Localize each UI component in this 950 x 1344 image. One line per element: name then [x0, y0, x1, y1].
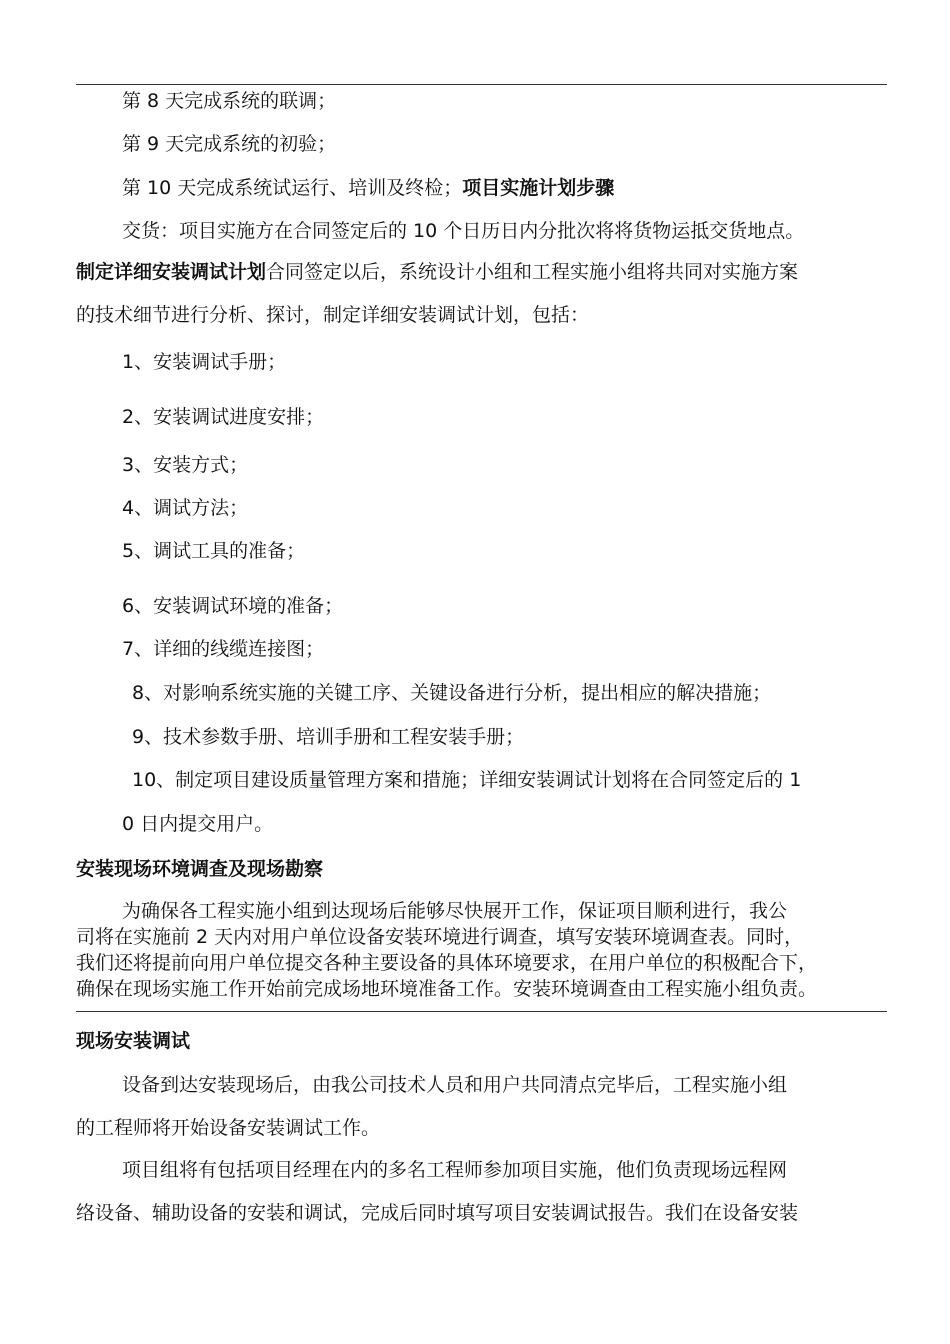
install-plan-intro: [76, 259, 798, 285]
plan-item-10: 10、制定项目建设质量管理方案和措施；详细安装调试计划将在合同签定后的 1: [132, 769, 802, 791]
plan-item-9: 9、技术参数手册、培训手册和工程安装手册；: [132, 726, 525, 748]
plan-item-10-cont: 0 日内提交用户。: [122, 813, 274, 835]
site-survey-line: 为确保各工程实施小组到达现场后能够尽快展开工作，保证项目顺利进行，我公: [122, 900, 788, 922]
schedule-day10: 第 10 天完成系统试运行、培训及终检；: [122, 177, 463, 199]
onsite-p1-line1: 设备到达安装现场后，由我公司技术人员和用户共同清点完毕后，工程实施小组: [122, 1074, 788, 1096]
schedule-day10-line: [122, 175, 614, 201]
install-plan-heading: 制定详细安装调试计划: [76, 261, 267, 283]
schedule-day8: 第 8 天完成系统的联调；: [122, 90, 337, 112]
onsite-p2-line2: 络设备、辅助设备的安装和调试，完成后同时填写项目安装调试报告。我们在设备安装: [76, 1202, 799, 1224]
site-survey-line: 确保在现场实施工作开始前完成场地环境准备工作。安装环境调查由工程实施小组负责。: [76, 978, 818, 1000]
onsite-p2-line1: 项目组将有包括项目经理在内的多名工程师参加项目实施，他们负责现场远程网: [122, 1159, 788, 1181]
top-divider: [76, 84, 887, 85]
plan-item-6: 6、安装调试环境的准备；: [122, 595, 344, 617]
plan-item-4: 4、调试方法；: [122, 497, 249, 519]
onsite-heading: 现场安装调试: [76, 1030, 191, 1052]
onsite-p1-line2: 的工程师将开始设备安装调试工作。: [76, 1117, 381, 1139]
plan-item-2: 2、安装调试进度安排；: [122, 406, 325, 428]
install-plan-intro-line2: 的技术细节进行分析、探讨，制定详细安装调试计划，包括：: [76, 304, 590, 326]
site-survey-line: 司将在实施前 2 天内对用户单位设备安装环境进行调查，填写安装环境调查表。同时，: [76, 926, 804, 948]
plan-item-5: 5、调试工具的准备；: [122, 540, 306, 562]
plan-steps-heading: 项目实施计划步骤: [462, 177, 615, 199]
install-plan-intro-text: 合同签定以后，系统设计小组和工程实施小组将共同对实施方案: [266, 261, 799, 283]
site-survey-paragraph: [76, 898, 887, 1002]
site-survey-line: 我们还将提前向用户单位提交各种主要设备的具体环境要求，在用户单位的积极配合下，: [76, 952, 818, 974]
plan-item-8: 8、对影响系统实施的关键工序、关键设备进行分析，提出相应的解决措施；: [132, 682, 772, 704]
plan-item-1: 1、安装调试手册；: [122, 351, 287, 373]
schedule-day9: 第 9 天完成系统的初验；: [122, 133, 337, 155]
delivery-text: 交货：项目实施方在合同签定后的 10 个日历日内分批次将将货物运抵交货地点。: [122, 220, 805, 242]
plan-item-3: 3、安装方式；: [122, 454, 249, 476]
plan-item-7: 7、详细的线缆连接图；: [122, 638, 325, 660]
site-survey-heading: 安装现场环境调查及现场勘察: [76, 858, 324, 880]
section-divider: [76, 1011, 887, 1012]
